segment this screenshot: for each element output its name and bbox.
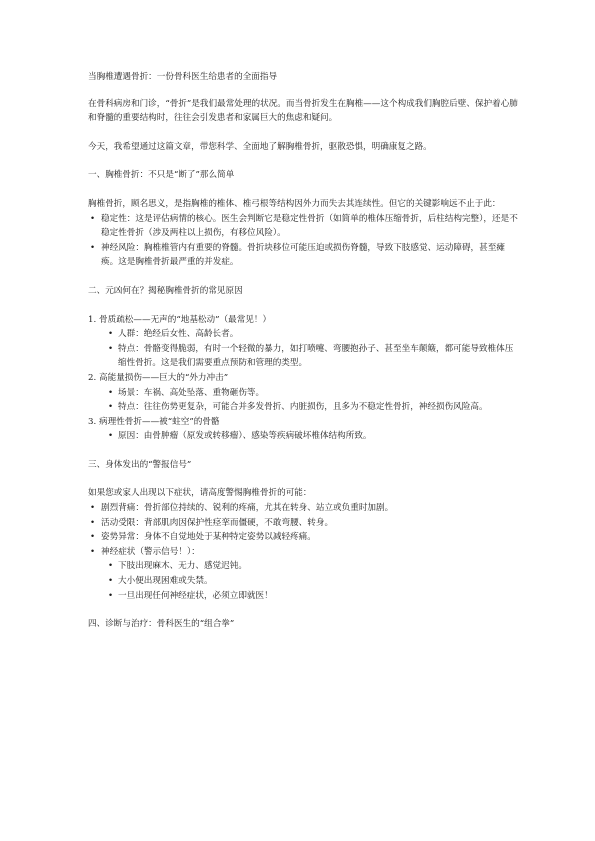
section-2-heading: 二、元凶何在？揭秘胸椎骨折的常见原因 [88,285,243,296]
sub-bullet: • 场景：车祸、高处坠落、重物砸伤等。 [88,386,518,401]
numbered-item-1 [88,313,518,328]
list-item: • 神经风险：胸椎椎管内有重要的脊髓。骨折块移位可能压迫或损伤脊髓，导致下肢感觉、运动障碍，甚至瘫痪。这是胸椎骨折最严重的并发症。 [88,241,518,270]
sub-bullet: • 人群：绝经后女性、高龄长者。 [88,327,518,342]
list-item: • 稳定性：这是评估病情的核心。医生会判断它是稳定性骨折（如简单的椎体压缩骨折，后柱结构完整），还是不稳定性骨折（涉及两柱以上损伤，有移位风险）。 [88,212,518,241]
item-label: 高能量损伤——巨大的“外力冲击” [99,372,229,383]
list-item: • 下肢出现麻木、无力、感觉迟钝。 [88,559,518,574]
document-page [88,70,518,632]
list-item: • 神经症状（警示信号！）： [88,545,518,560]
list-item: • 姿势异常：身体不自觉地处于某种特定姿势以减轻疼痛。 [88,530,518,545]
section-1-bullet-list [88,212,518,270]
section-3-bullet-list [88,501,518,559]
sub-bullet: • 特点：往往伤势更复杂，可能合并多发骨折、内脏损伤，且多为不稳定性骨折，神经损伤风险高。 [88,400,518,415]
document-title: 当胸椎遭遇骨折：一份骨科医生给患者的全面指导 [88,72,278,82]
sub-bullet: • 原因：由骨肿瘤（原发或转移瘤）、感染等疾病破坏椎体结构所致。 [88,429,518,444]
section-4-heading: 四、诊断与治疗：骨科医生的“组合拳” [88,619,235,630]
list-item: • 活动受限：背部肌肉因保护性痉挛而僵硬，不敢弯腰、转身。 [88,516,518,531]
list-item: • 剧烈背痛：骨折部位持续的、锐利的疼痛，尤其在转身、站立或负重时加剧。 [88,501,518,516]
item-label: 骨质疏松——无声的“地基松动”（最常见！） [99,314,272,325]
item-number: 1. [88,314,97,325]
intro-paragraph-2: 今天，我希望通过这篇文章，带您科学、全面地了解胸椎骨折，驱散恐惧，明确康复之路。 [88,141,432,152]
section-3-paragraph: 如果您或家人出现以下症状，请高度警惕胸椎骨折的可能： [88,488,312,499]
item-number: 3. [88,416,97,427]
list-item: • 一旦出现任何神经症状，必须立即就医！ [88,589,518,604]
sub-bullet: • 特点：骨骼变得脆弱，有时一个轻微的暴力，如打喷嚏、弯腰抱孙子、甚至坐车颠簸，都可能导致椎体压缩性骨折。这是我们需要重点预防和管理的类型。 [88,342,518,371]
section-2-numbered-list [88,313,518,444]
section-3-sub-bullet-list [88,559,518,603]
intro-paragraph-1: 在骨科病房和门诊，“骨折”是我们最常处理的状况。而当骨折发生在胸椎——这个构成我们胸腔后壁、保护着心肺和脊髓的重要结构时，往往会引发患者和家属巨大的焦虑和疑问。 [88,98,518,124]
section-1-paragraph: 胸椎骨折，顾名思义，是指胸椎的椎体、椎弓根等结构因外力而失去其连续性。但它的关键影响远不止于此： [88,198,501,209]
item-label: 病理性骨折——被“蛀空”的骨骼 [99,416,220,427]
list-item: • 大小便出现困难或失禁。 [88,574,518,589]
section-1-heading: 一、胸椎骨折：不只是“断了”那么简单 [88,170,235,181]
numbered-item-2 [88,371,518,386]
item-number: 2. [88,372,97,383]
section-3-heading: 三、身体发出的“警报信号” [88,459,192,470]
numbered-item-3 [88,415,518,430]
